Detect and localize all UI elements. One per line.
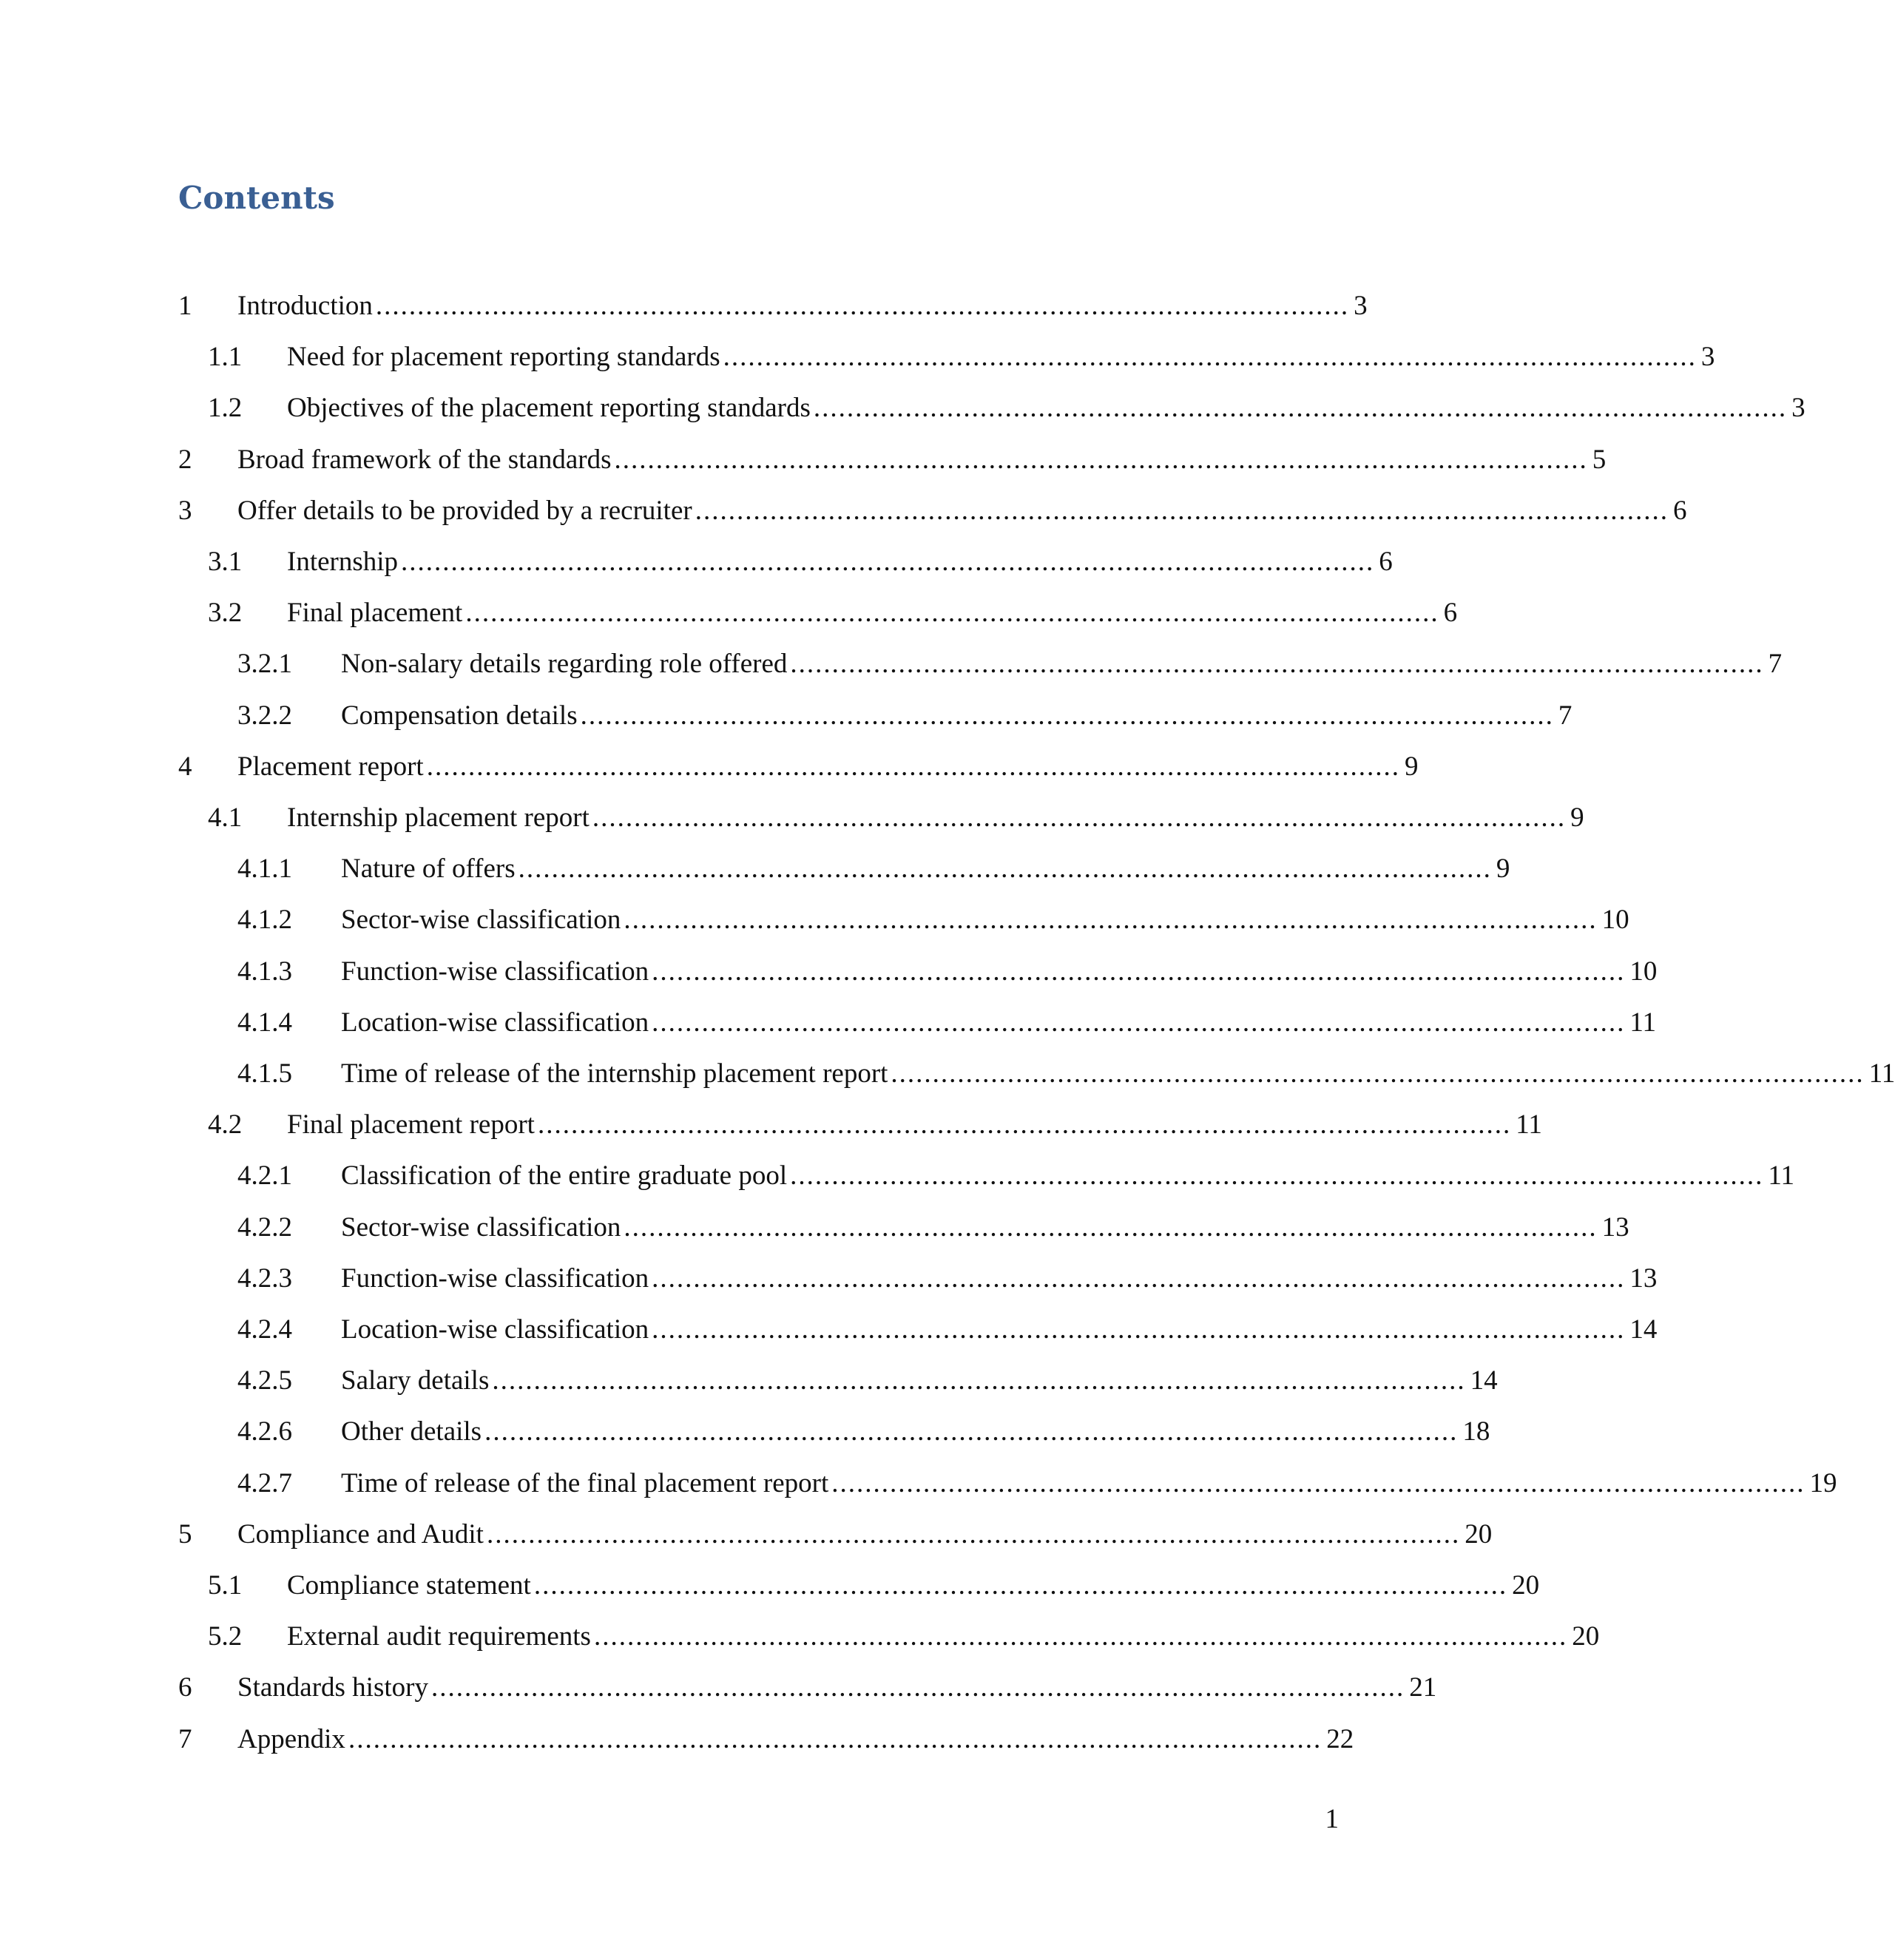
toc-entry-line	[237, 1513, 1493, 1557]
dot-leader: .....................................................................................................................	[891, 1058, 1865, 1089]
toc-entry-page: 18	[1462, 1416, 1490, 1447]
dot-leader: .....................................................................................................................	[348, 1724, 1323, 1754]
dot-leader: .....................................................................................................................	[652, 1314, 1626, 1345]
toc-entry-number: 4.1.2	[237, 905, 292, 935]
toc-entry-line	[341, 1001, 1656, 1045]
dot-leader: .....................................................................................................................	[537, 1109, 1512, 1140]
toc-entry-number: 3	[178, 496, 192, 526]
toc-entry-title: Introduction	[237, 291, 373, 321]
toc-entry-line	[287, 591, 1458, 635]
toc-entry-line	[287, 335, 1715, 379]
toc-entry[interactable]	[0, 898, 1629, 942]
toc-entry-page: 14	[1470, 1365, 1498, 1396]
toc-entry-number: 1	[178, 291, 192, 321]
toc-entry-title: Function-wise classification	[341, 956, 649, 987]
toc-entry-title: Sector-wise classification	[341, 1212, 621, 1243]
toc-entry[interactable]	[0, 1257, 1658, 1301]
toc-entry-number: 3.2	[208, 598, 243, 628]
toc-entry-number: 4.2.6	[237, 1416, 292, 1447]
toc-entry-page: 21	[1409, 1672, 1437, 1703]
toc-entry-page: 3	[1700, 342, 1715, 372]
toc-entry-line	[341, 1206, 1629, 1250]
toc-entry-title: Appendix	[237, 1724, 345, 1754]
toc-entry-page: 10	[1629, 956, 1658, 987]
page-number: 1	[1325, 1804, 1339, 1834]
toc-entry-title: Compliance statement	[287, 1570, 531, 1601]
toc-entry-page: 7	[1768, 649, 1783, 679]
toc-entry[interactable]	[0, 1564, 1540, 1608]
dot-leader: .....................................................................................................................	[652, 1007, 1626, 1038]
toc-entry-line	[287, 796, 1584, 840]
toc-entry-title: Nature of offers	[341, 854, 516, 884]
dot-leader: .....................................................................................................................	[813, 393, 1788, 423]
toc-entry-title: Need for placement reporting standards	[287, 342, 720, 372]
toc-entry-page: 11	[1868, 1058, 1895, 1089]
toc-entry-number: 4.1	[208, 802, 243, 833]
toc-entry-line	[341, 694, 1573, 738]
toc-entry-title: External audit requirements	[287, 1621, 591, 1652]
toc-entry-line	[237, 284, 1368, 328]
dot-leader: .....................................................................................................................	[624, 1212, 1598, 1243]
toc-entry-line	[341, 1154, 1795, 1198]
dot-leader: .....................................................................................................................	[401, 547, 1375, 577]
dot-leader: .....................................................................................................................	[652, 1263, 1626, 1294]
toc-entry-title: Sector-wise classification	[341, 905, 621, 935]
toc-entry-number: 7	[178, 1724, 192, 1754]
toc-entry[interactable]	[0, 284, 1368, 328]
toc-entry-page: 9	[1570, 802, 1584, 833]
toc-entry-page: 5	[1592, 445, 1607, 475]
toc-entry-title: Non-salary details regarding role offered	[341, 649, 788, 679]
toc-entry-line	[287, 1564, 1540, 1608]
toc-entry-number: 4.2.1	[237, 1160, 292, 1191]
toc-entry-number: 3.2.2	[237, 700, 292, 731]
toc-entry-line	[341, 1359, 1498, 1403]
dot-leader: .....................................................................................................................	[695, 496, 1669, 526]
toc-entry[interactable]	[0, 1001, 1656, 1045]
toc-entry-number: 4.1.1	[237, 854, 292, 884]
toc-entry[interactable]	[0, 1717, 1354, 1762]
dot-leader: .....................................................................................................................	[580, 700, 1554, 731]
toc-entry-line	[287, 386, 1806, 430]
toc-entry-title: Standards history	[237, 1672, 428, 1703]
dot-leader: .....................................................................................................................	[593, 1621, 1568, 1652]
toc-entry-title: Compensation details	[341, 700, 578, 731]
dot-leader: .....................................................................................................................	[484, 1416, 1459, 1447]
toc-entry-line	[341, 642, 1783, 686]
toc-entry-line	[287, 1615, 1600, 1659]
toc-entry-number: 5.2	[208, 1621, 243, 1652]
toc-entry[interactable]	[0, 950, 1658, 994]
toc-entry[interactable]	[0, 796, 1584, 840]
dot-leader: .....................................................................................................................	[614, 445, 1588, 475]
dot-leader: .....................................................................................................................	[790, 649, 1764, 679]
toc-entry-title: Other details	[341, 1416, 482, 1447]
toc-entry-page: 6	[1672, 496, 1687, 526]
toc-entry[interactable]	[0, 438, 1607, 482]
toc-entry-page: 20	[1465, 1519, 1493, 1550]
toc-entry-number: 1.1	[208, 342, 243, 372]
toc-entry[interactable]	[0, 1052, 1895, 1096]
toc-entry-number: 4.2.7	[237, 1468, 292, 1498]
dot-leader: .....................................................................................................................	[430, 1672, 1405, 1703]
toc-entry[interactable]	[0, 642, 1783, 686]
toc-entry-page: 6	[1443, 598, 1458, 628]
toc-entry-line	[237, 745, 1419, 789]
toc-entry-number: 4.1.3	[237, 956, 292, 987]
toc-entry[interactable]	[0, 591, 1458, 635]
toc-entry[interactable]	[0, 1359, 1498, 1403]
toc-entry-line	[237, 1666, 1437, 1710]
toc-entry-page: 11	[1629, 1007, 1656, 1038]
toc-entry-page: 9	[1496, 854, 1510, 884]
toc-entry-line	[341, 847, 1510, 891]
toc-entry-page: 3	[1354, 291, 1368, 321]
dot-leader: .....................................................................................................................	[486, 1519, 1461, 1550]
toc-entry-page: 9	[1404, 751, 1419, 782]
toc-entry[interactable]	[0, 694, 1573, 738]
toc-entry-page: 11	[1768, 1160, 1795, 1191]
toc-entry-number: 3.2.1	[237, 649, 292, 679]
toc-entry-number: 5.1	[208, 1570, 243, 1601]
toc-entry-page: 3	[1791, 393, 1806, 423]
toc-entry[interactable]	[0, 335, 1715, 379]
toc-entry[interactable]	[0, 1615, 1600, 1659]
toc-entry-page: 7	[1558, 700, 1573, 731]
dot-leader: .....................................................................................................................	[465, 598, 1439, 628]
toc-entry-number: 6	[178, 1672, 192, 1703]
toc-entry-title: Final placement	[287, 598, 463, 628]
toc-entry-number: 2	[178, 445, 192, 475]
toc-entry[interactable]	[0, 1461, 1837, 1506]
toc-entry-line	[341, 950, 1658, 994]
toc-entry-page: 13	[1629, 1263, 1658, 1294]
toc-entry-title: Final placement report	[287, 1109, 535, 1140]
toc-entry-title: Broad framework of the standards	[237, 445, 612, 475]
dot-leader: .....................................................................................................................	[723, 342, 1697, 372]
toc-entry-page: 20	[1572, 1621, 1600, 1652]
toc-entry[interactable]	[0, 1666, 1437, 1710]
dot-leader: .....................................................................................................................	[652, 956, 1626, 987]
toc-entry[interactable]	[0, 540, 1393, 584]
toc-entry[interactable]	[0, 1154, 1795, 1198]
toc-entry-line	[341, 1410, 1490, 1454]
toc-entry-line	[287, 1103, 1542, 1147]
toc-entry-number: 4.2.3	[237, 1263, 292, 1294]
toc-entry-number: 4.2	[208, 1109, 243, 1140]
dot-leader: .....................................................................................................................	[492, 1365, 1466, 1396]
toc-entry[interactable]	[0, 847, 1510, 891]
toc-entry-line	[237, 438, 1607, 482]
toc-entry-line	[237, 489, 1687, 533]
toc-entry-title: Time of release of the final placement report	[341, 1468, 829, 1498]
toc-entry-number: 4	[178, 751, 192, 782]
toc-entry-number: 1.2	[208, 393, 243, 423]
toc-entry-line	[287, 540, 1393, 584]
toc-entry-number: 4.2.2	[237, 1212, 292, 1243]
toc-entry[interactable]	[0, 489, 1687, 533]
toc-entry-number: 4.2.4	[237, 1314, 292, 1345]
toc-entry[interactable]	[0, 1103, 1542, 1147]
toc-entry-title: Compliance and Audit	[237, 1519, 484, 1550]
toc-entry[interactable]	[0, 1410, 1490, 1454]
toc-entry-title: Internship	[287, 547, 399, 577]
toc-entry-line	[341, 1052, 1895, 1096]
toc-entry-number: 4.1.4	[237, 1007, 292, 1038]
toc-entry-page: 14	[1629, 1314, 1658, 1345]
toc-entry-page: 10	[1601, 905, 1629, 935]
toc-entry-page: 11	[1516, 1109, 1542, 1140]
toc-entry-title: Location-wise classification	[341, 1314, 649, 1345]
toc-entry-number: 4.2.5	[237, 1365, 292, 1396]
toc-entry-title: Classification of the entire graduate pool	[341, 1160, 788, 1191]
toc-entry[interactable]	[0, 1206, 1629, 1250]
dot-leader: .....................................................................................................................	[790, 1160, 1764, 1191]
toc-entry-title: Objectives of the placement reporting standards	[287, 393, 811, 423]
toc-entry-number: 3.1	[208, 547, 243, 577]
toc-entry-title: Placement report	[237, 751, 424, 782]
toc-entry-line	[341, 1308, 1658, 1352]
dot-leader: .....................................................................................................................	[592, 802, 1567, 833]
toc-heading: Contents	[178, 180, 335, 216]
toc-entry-line	[341, 898, 1629, 942]
dot-leader: .....................................................................................................................	[624, 905, 1598, 935]
toc-entry-title: Salary details	[341, 1365, 490, 1396]
toc-entry[interactable]	[0, 386, 1806, 430]
toc-entry-title: Internship placement report	[287, 802, 590, 833]
toc-entry-line	[341, 1461, 1837, 1506]
toc-entry-page: 22	[1326, 1724, 1354, 1754]
toc-entry-line	[237, 1717, 1354, 1762]
dot-leader: .....................................................................................................................	[375, 291, 1350, 321]
toc-entry-page: 20	[1512, 1570, 1540, 1601]
toc-entry-line	[341, 1257, 1658, 1301]
toc-entry-page: 6	[1379, 547, 1393, 577]
dot-leader: .....................................................................................................................	[533, 1570, 1508, 1601]
toc-entry-title: Time of release of the internship placement report	[341, 1058, 888, 1089]
toc-entry-number: 4.1.5	[237, 1058, 292, 1089]
toc-entry[interactable]	[0, 745, 1419, 789]
toc-entry-page: 13	[1601, 1212, 1629, 1243]
toc-entry-title: Offer details to be provided by a recruiter	[237, 496, 692, 526]
dot-leader: .....................................................................................................................	[426, 751, 1400, 782]
toc-entry[interactable]	[0, 1308, 1658, 1352]
toc-entry-title: Location-wise classification	[341, 1007, 649, 1038]
toc-entry-page: 19	[1809, 1468, 1837, 1498]
toc-entry[interactable]	[0, 1513, 1493, 1557]
dot-leader: .....................................................................................................................	[518, 854, 1492, 884]
dot-leader: .....................................................................................................................	[831, 1468, 1806, 1498]
toc-entry-title: Function-wise classification	[341, 1263, 649, 1294]
toc-entry-number: 5	[178, 1519, 192, 1550]
